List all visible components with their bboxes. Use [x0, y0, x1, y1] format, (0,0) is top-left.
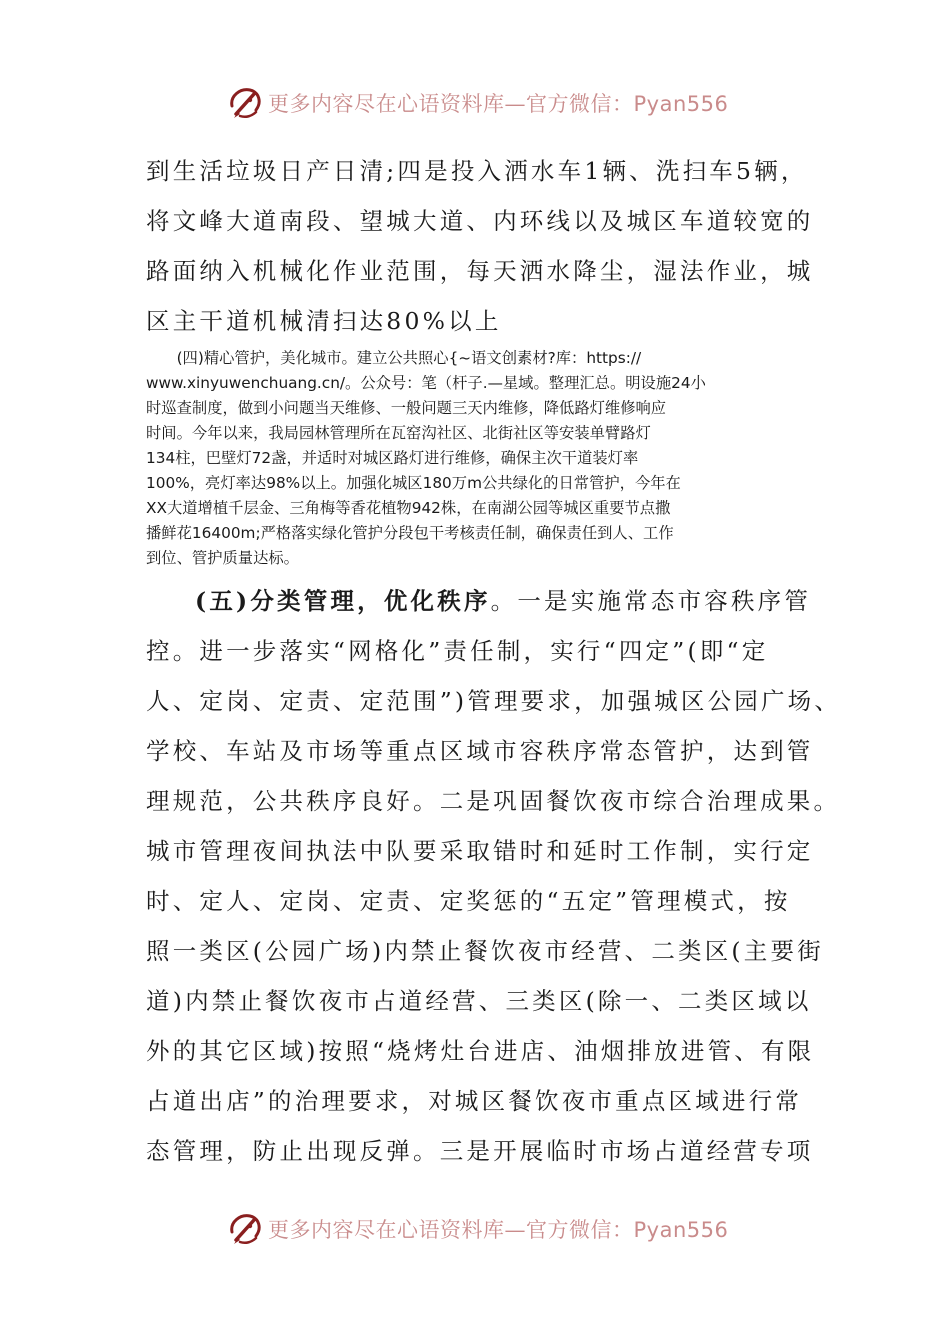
body-line: 照一类区(公园广场)内禁止餐饮夜市经营、二类区(主要街 — [146, 937, 824, 965]
body-line: 时、定人、定岗、定责、定奖惩的“五定”管理模式，按 — [146, 887, 791, 915]
body-line: 道)内禁止餐饮夜市占道经营、三类区(除一、二类区域以 — [146, 987, 812, 1015]
body-line: 区主干道机械清扫达80%以上 — [146, 307, 502, 335]
small-line: www.xinyuwenchuang.cn/。公众号：笔（杆子.—星域。整理汇总。明设施24小 — [146, 374, 706, 392]
footer-banner — [0, 1210, 950, 1250]
body-line: 理规范，公共秩序良好。二是巩固餐饮夜市综合治理成果。 — [146, 787, 841, 815]
banner-wechat-id: Pyan556 — [633, 1218, 729, 1242]
body-line: 到生活垃圾日产日清;四是投入洒水车1辆、洗扫车5辆， — [146, 157, 808, 185]
body-line: 人、定岗、定责、定范围”)管理要求，加强城区公园广场、 — [146, 687, 842, 715]
body-line: 占道出店”的治理要求，对城区餐饮夜市重点区域进行常 — [146, 1087, 803, 1115]
section5-heading: (五)分类管理，优化秩序 — [195, 587, 491, 615]
section5-first-line-text: 。一是实施常态市容秩序管 — [490, 587, 812, 615]
banner-slogan: 更多内容尽在心语资料库—官方微信： — [268, 92, 634, 116]
body-line: 城市管理夜间执法中队要采取错时和延时工作制，实行定 — [146, 837, 814, 865]
pen-logo-icon — [226, 84, 266, 124]
section5-first-line — [195, 576, 811, 626]
header-banner — [0, 84, 950, 124]
body-line: 控。进一步落实“网格化”责任制，实行“四定”(即“定 — [146, 637, 769, 665]
body-line: 学校、车站及市场等重点区域市容秩序常态管护，达到管 — [146, 737, 814, 765]
small-line: 时间。今年以来，我局园林管理所在瓦窑沟社区、北街社区等安装单臂路灯 — [146, 424, 651, 442]
body-line: 外的其它区域)按照“烧烤灶台进店、油烟排放进管、有限 — [146, 1037, 815, 1065]
small-line: 134柱，巴壁灯72盏，并适时对城区路灯进行维修，确保主次干道装灯率 — [146, 449, 639, 467]
body-line: 路面纳入机械化作业范围，每天洒水降尘，湿法作业，城 — [146, 257, 814, 285]
section4-paragraph — [146, 346, 806, 571]
small-line: 时巡查制度，做到小问题当天维修、一般问题三天内维修，降低路灯维修响应 — [146, 399, 667, 417]
pen-logo-icon — [226, 1210, 266, 1250]
banner-slogan: 更多内容尽在心语资料库—官方微信： — [268, 1218, 634, 1242]
small-line: 播鲜花16400m;严格落实绿化管护分段包干考核责任制，确保责任到人、工作 — [146, 524, 674, 542]
small-line: 到位、管护质量达标。 — [146, 549, 299, 567]
banner-text — [268, 90, 728, 118]
small-line: 100%，亮灯率达98%以上。加强化城区180万m公共绿化的日常管护，今年在 — [146, 474, 681, 492]
small-line: (四)精心管护，美化城市。建立公共照心{~语文创素材?库：https:// — [146, 349, 642, 367]
banner-text — [268, 1216, 728, 1244]
small-line: XX大道增植千层金、三角梅等香花植物942株，在南湖公园等城区重要节点撒 — [146, 499, 671, 517]
banner-wechat-id: Pyan556 — [633, 92, 729, 116]
body-line: 态管理，防止出现反弹。三是开展临时市场占道经营专项 — [146, 1137, 814, 1165]
body-line: 将文峰大道南段、望城大道、内环线以及城区车道较宽的 — [146, 207, 814, 235]
